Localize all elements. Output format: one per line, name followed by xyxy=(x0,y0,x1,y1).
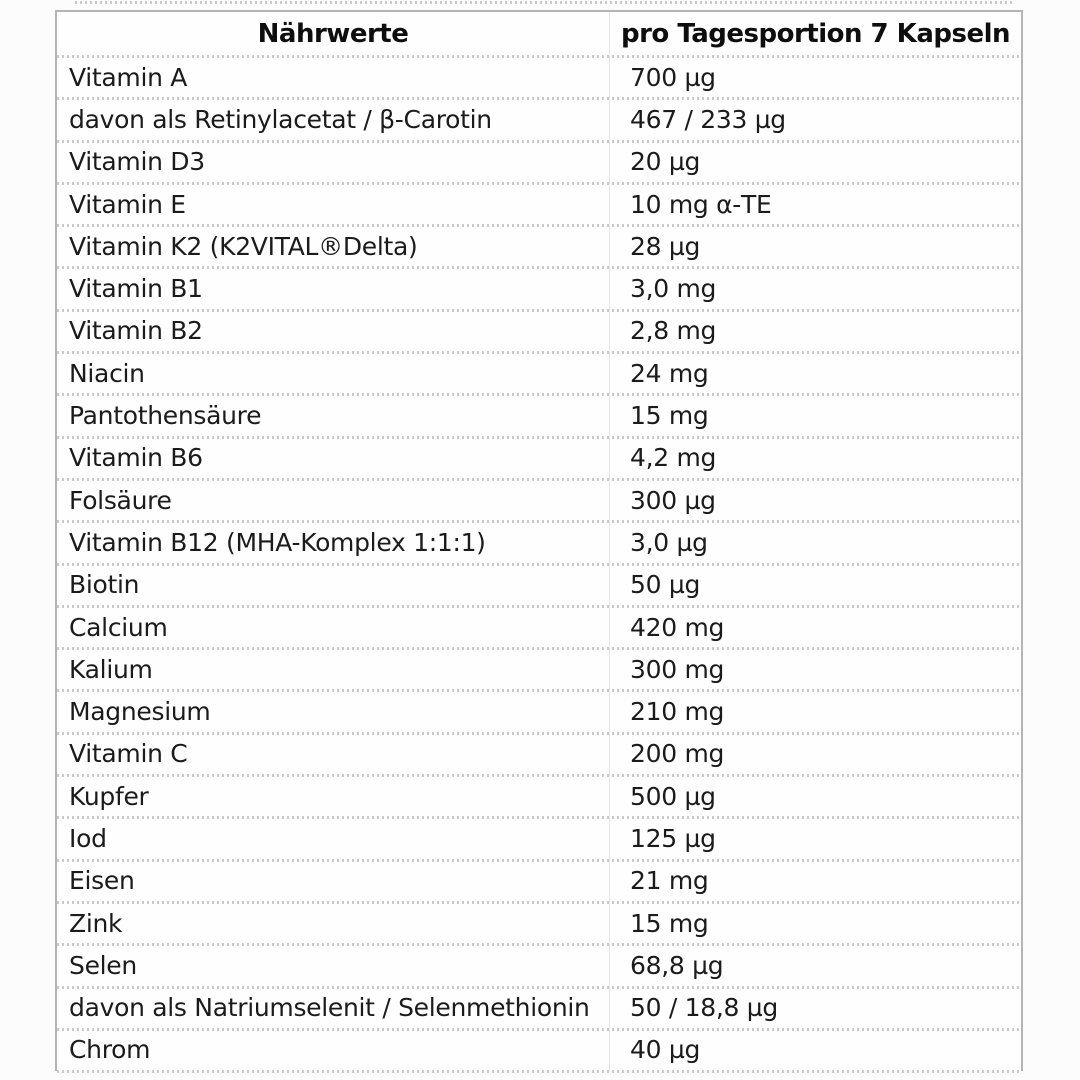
nutrient-name: Vitamin K2 (K2VITAL®Delta) xyxy=(69,231,418,261)
nutrient-name: Magnesium xyxy=(69,697,211,727)
nutrient-name: Folsäure xyxy=(69,485,172,515)
nutrient-name: Kalium xyxy=(69,654,153,684)
table-row xyxy=(57,648,1021,690)
table-row xyxy=(57,267,1021,309)
nutrient-name: Vitamin E xyxy=(69,189,186,219)
column-header-nutrients: Nährwerte xyxy=(257,19,409,49)
nutrient-name: Vitamin B2 xyxy=(69,316,203,346)
table-row xyxy=(57,944,1021,986)
nutrient-amount: 68,8 µg xyxy=(609,944,1021,986)
nutrient-amount: 300 mg xyxy=(609,648,1021,690)
nutrient-name: Biotin xyxy=(69,570,140,600)
table-row xyxy=(57,352,1021,394)
nutrient-name: Pantothensäure xyxy=(69,401,262,431)
nutrient-amount: 3,0 mg xyxy=(609,267,1021,309)
nutrient-amount: 467 / 233 µg xyxy=(609,98,1021,140)
nutrient-amount: 10 mg α-TE xyxy=(609,183,1021,225)
table-row xyxy=(57,817,1021,859)
nutrient-amount: 3,0 µg xyxy=(609,521,1021,563)
nutrient-amount: 2,8 mg xyxy=(609,310,1021,352)
table-header-row xyxy=(57,12,1021,56)
nutrient-name: Vitamin C xyxy=(69,739,188,769)
nutrient-amount: 28 µg xyxy=(609,225,1021,267)
nutrient-amount: 50 µg xyxy=(609,564,1021,606)
table-row xyxy=(57,310,1021,352)
nutrient-amount: 500 µg xyxy=(609,775,1021,817)
nutrient-name: Kupfer xyxy=(69,781,149,811)
table-row xyxy=(57,1029,1021,1071)
table-row xyxy=(57,225,1021,267)
nutrient-amount: 420 mg xyxy=(609,606,1021,648)
table-row xyxy=(57,860,1021,902)
nutrient-name: davon als Retinylacetat / β-Carotin xyxy=(69,104,492,134)
nutrient-amount: 300 µg xyxy=(609,479,1021,521)
nutrient-name: Vitamin B12 (MHA-Komplex 1:1:1) xyxy=(69,527,486,557)
table-row xyxy=(57,394,1021,436)
nutrient-name: Iod xyxy=(69,823,107,853)
nutrient-name: Chrom xyxy=(69,1035,151,1065)
table-row xyxy=(57,987,1021,1029)
nutrient-amount: 50 / 18,8 µg xyxy=(609,987,1021,1029)
nutrient-amount: 125 µg xyxy=(609,817,1021,859)
table-row xyxy=(57,775,1021,817)
nutrient-amount: 15 mg xyxy=(609,394,1021,436)
column-header-per-serving: pro Tagesportion 7 Kapseln xyxy=(609,12,1021,56)
nutrient-amount: 210 mg xyxy=(609,690,1021,732)
nutrient-amount: 21 mg xyxy=(609,860,1021,902)
nutrient-name: Zink xyxy=(69,908,123,938)
table-row xyxy=(57,183,1021,225)
table-row xyxy=(57,521,1021,563)
nutrient-name: Vitamin D3 xyxy=(69,147,205,177)
nutrient-amount: 700 µg xyxy=(609,56,1021,98)
nutrient-name: Vitamin B6 xyxy=(69,443,203,473)
nutrient-amount: 20 µg xyxy=(609,141,1021,183)
table-row xyxy=(57,690,1021,732)
table-row xyxy=(57,141,1021,183)
table-row xyxy=(57,56,1021,98)
nutrient-amount: 4,2 mg xyxy=(609,437,1021,479)
nutrient-amount: 200 mg xyxy=(609,733,1021,775)
nutrient-amount: 40 µg xyxy=(609,1029,1021,1071)
nutrient-name: Vitamin A xyxy=(69,62,188,92)
nutrient-name: Eisen xyxy=(69,866,135,896)
nutrient-name: davon als Natriumselenit / Selenmethionin xyxy=(69,993,590,1023)
nutrient-name: Vitamin B1 xyxy=(69,274,203,304)
table-row xyxy=(57,902,1021,944)
cropped-separator-top xyxy=(75,1,1015,4)
table-row xyxy=(57,437,1021,479)
table-row xyxy=(57,733,1021,775)
nutrient-name: Selen xyxy=(69,950,137,980)
table-row xyxy=(57,606,1021,648)
nutrition-table xyxy=(55,10,1023,1071)
table-row xyxy=(57,479,1021,521)
table-row xyxy=(57,564,1021,606)
table-body xyxy=(57,56,1021,1071)
nutrient-amount: 24 mg xyxy=(609,352,1021,394)
nutrient-name: Calcium xyxy=(69,612,168,642)
table-row xyxy=(57,98,1021,140)
nutrient-amount: 15 mg xyxy=(609,902,1021,944)
nutrient-name: Niacin xyxy=(69,358,145,388)
